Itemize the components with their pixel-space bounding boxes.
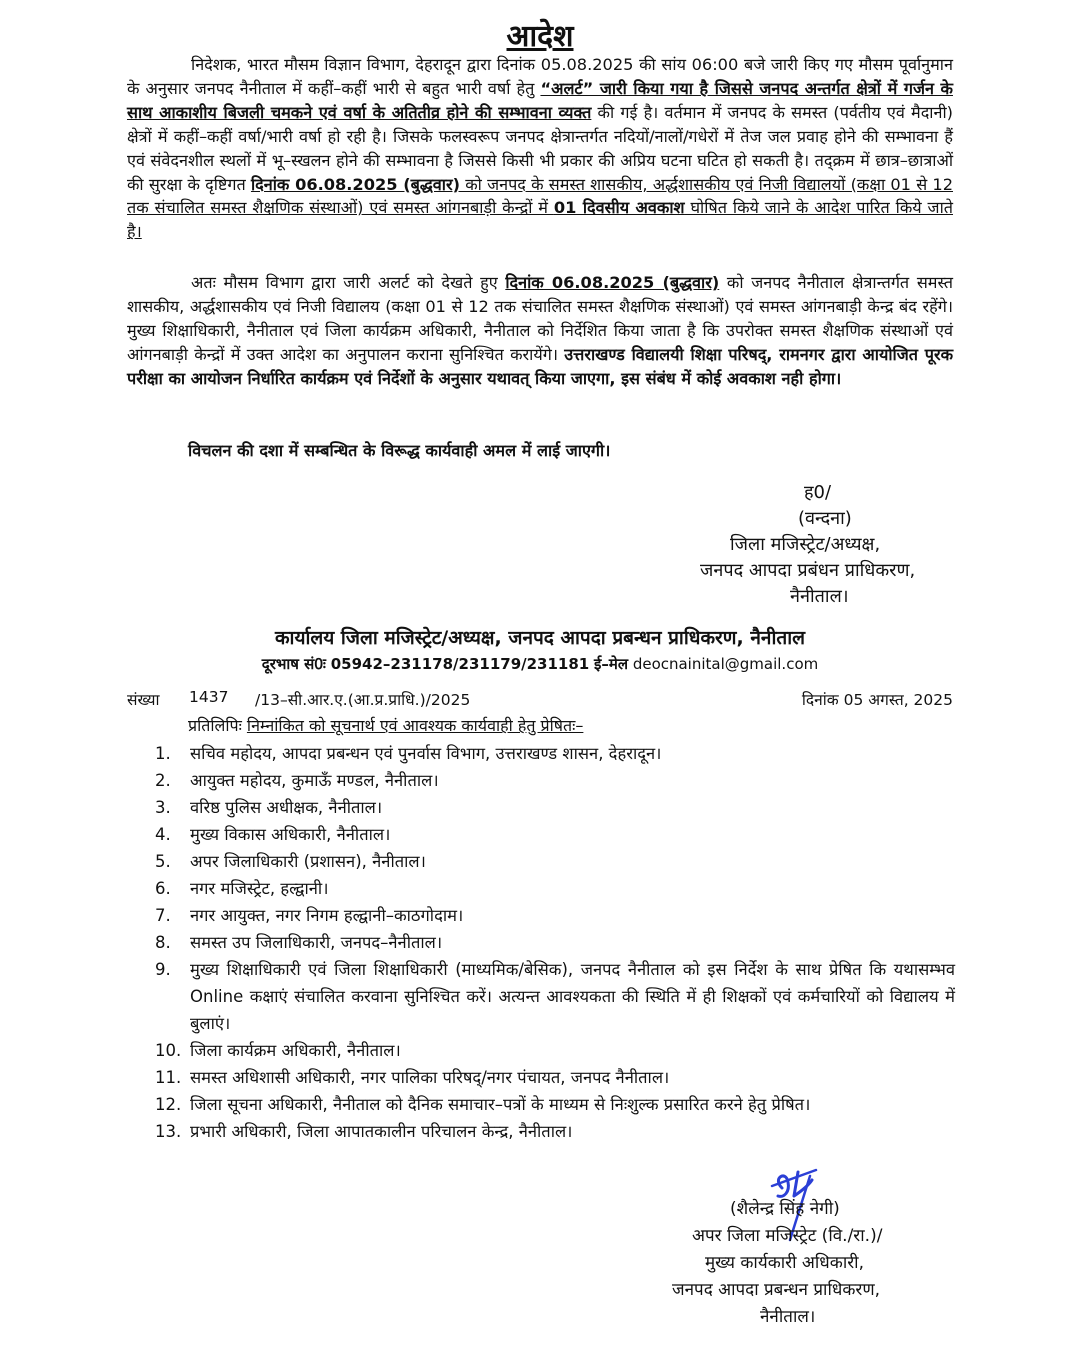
list-item-text: अपर जिलाधिकारी (प्रशासन), नैनीताल। — [190, 852, 426, 871]
list-item-number: 3. — [155, 798, 171, 817]
list-item-text: आयुक्त महोदय, कुमाऊँ मण्डल, नैनीताल। — [190, 771, 439, 790]
copy-to-label: प्रतिलिपिः — [188, 716, 242, 735]
list-item — [155, 1037, 955, 1064]
list-item-number: 11. — [155, 1068, 182, 1087]
list-item — [155, 821, 955, 848]
list-item-number: 7. — [155, 906, 171, 925]
list-item-text: समस्त उप जिलाधिकारी, जनपद–नैनीताल। — [190, 933, 443, 952]
sig1-line4: जनपद आपदा प्रबंधन प्राधिकरण, — [700, 560, 916, 581]
office-heading: कार्यालय जिला मजिस्ट्रेट/अध्यक्ष, जनपद आपदा प्रबन्धन प्राधिकरण, नैनीताल — [274, 627, 806, 649]
p2-text-c: को जनपद नैनीताल क्षेत्रान्तर्गत समस्त शासकीय, अर्द्धशासकीय एवं निजी विद्यालय (कक्षा 01 से 12 तक संचालित समस्त शैक्षणिक संस्थाओं) एवं समस्त आंगनबाड़ी केन्द्र बंद रहेंगे। मुख्य शिक्षाधिकारी, नैनीताल एवं जिला कार्यक्रम अधिकारी, नैनीताल को निर्देशित किया जाता है कि उपरोक्त समस्त शैक्षणिक संस्थाओं एवं आंगनबाड़ी केन्द्रों में उक्त आदेश का अनुपालन कराना सुनिश्चित करायेंगे। — [127, 273, 953, 364]
list-item-number: 4. — [155, 825, 171, 844]
list-item-number: 12. — [155, 1095, 182, 1114]
list-item-number: 1. — [155, 744, 171, 763]
list-item-number: 6. — [155, 879, 171, 898]
list-item-text: मुख्य शिक्षाधिकारी एवं जिला शिक्षाधिकारी (माध्यमिक/बेसिक), जनपद नैनीताल को इस निर्देश के साथ प्रेषित कि यथासम्भव Online कक्षाएं संचालित करवाना सुनिश्चित करें। अत्यन्त आवश्यकता की स्थिति में ही शिक्षकों एवं कर्मचारियों को विद्यालय में बुलाएं। — [190, 960, 955, 1033]
p1-text-e: को जनपद के समस्त शासकीय, अर्द्धशासकीय एवं निजी विद्यालयों (कक्षा 01 से 12 तक संचालित समस्त शैक्षणिक संस्थाओं) एवं समस्त आंगनबाड़ी केन्द्रों में — [127, 174, 953, 218]
p2-text-a: अतः मौसम विभाग द्वारा जारी अलर्ट को देखते हुए — [191, 273, 506, 292]
sig1-line3: जिला मजिस्ट्रेट/अध्यक्ष, — [730, 534, 881, 555]
list-item-text: जिला सूचना अधिकारी, नैनीताल को दैनिक समाचार–पत्रों के माध्यम से निःशुल्क प्रसारित करने हेतु प्रेषित। — [190, 1095, 811, 1114]
reference-number: 1437 — [189, 688, 229, 706]
email-label: ई–मेल — [594, 655, 629, 673]
p1-date-highlight: दिनांक 06.08.2025 (बुद्धवार) — [250, 174, 460, 194]
list-item-text: नगर आयुक्त, नगर निगम हल्द्वानी–काठगोदाम। — [190, 906, 464, 925]
office-contact — [0, 654, 1080, 674]
list-item-number: 13. — [155, 1122, 182, 1141]
list-item-number: 10. — [155, 1041, 182, 1060]
p1-text-g: घोषित किये जाने के आदेश पारित किये जाते है। — [127, 198, 953, 242]
phone-numbers: 05942–231178/231179/231181 — [330, 655, 590, 673]
sig2-designation3: जनपद आपदा प्रबन्धन प्राधिकरण, — [672, 1280, 881, 1300]
sig2-designation1: अपर जिला मजिस्ट्रेट (वि./रा.)/ — [692, 1226, 883, 1246]
list-item-text: प्रभारी अधिकारी, जिला आपातकालीन परिचालन केन्द्र, नैनीताल। — [190, 1122, 573, 1141]
list-item — [155, 1118, 955, 1145]
sig1-line2: (वन्दना) — [798, 508, 852, 529]
reference-date: दिनांक 05 अगस्त, 2025 — [801, 691, 953, 709]
list-item-text: नगर मजिस्ट्रेट, हल्द्वानी। — [190, 879, 329, 898]
copy-to-text: निम्नांकित को सूचनार्थ एवं आवश्यक कार्यवाही हेतु प्रेषितः– — [246, 716, 584, 735]
list-item-text: वरिष्ठ पुलिस अधीक्षक, नैनीताल। — [190, 798, 383, 817]
reference-label: संख्या — [127, 691, 160, 709]
copy-to-line — [188, 714, 583, 736]
list-item — [155, 740, 955, 767]
document-title: आदेश — [506, 19, 574, 54]
sig2-designation2: मुख्य कार्यकारी अधिकारी, — [705, 1253, 864, 1273]
list-item-number: 2. — [155, 771, 171, 790]
p1-alert-highlight: “अलर्ट” जारी किया गया है जिससे जनपद अन्तर्गत क्षेत्रों में गर्जन के साथ आकाशीय बिजली चमकने एवं वर्षा के अतितीव्र होने की सम्भावना व्यक्त — [127, 78, 953, 122]
list-item-text: जिला कार्यक्रम अधिकारी, नैनीताल। — [190, 1041, 401, 1060]
list-item — [155, 767, 955, 794]
sig2-name: (शैलेन्द्र सिंह नेगी) — [730, 1199, 840, 1219]
list-item — [155, 1091, 955, 1118]
list-item-number: 8. — [155, 933, 171, 952]
signatory-block-1 — [690, 480, 970, 610]
list-item — [155, 875, 955, 902]
email-address: deocnainital@gmail.com — [632, 655, 819, 673]
recipient-list — [155, 740, 955, 1145]
list-item-text: मुख्य विकास अधिकारी, नैनीताल। — [190, 825, 391, 844]
p1-text-c: की गई है। वर्तमान में जनपद के समस्त (पर्वतीय एवं मैदानी) क्षेत्रों में कहीं–कहीं वर्षा/भारी वर्षा हो रही है। जिसके फलस्वरूप जनपद क्षेत्रान्तर्गत नदियों/नालों/गधेरों में तेज जल प्रवाह होने की सम्भावना हैं एवं संवेदनशील स्थलों में भू–स्खलन होने की सम्भावना है जिससे किसी भी प्रकार की अप्रिय घटना घटित हो सकती है। तद्क्रम में छात्र–छात्राओं की सुरक्षा के दृष्टिगत — [127, 102, 953, 194]
reference-code: /13–सी.आर.ए.(आ.प्र.प्राधि.)/2025 — [255, 691, 471, 709]
list-item-number: 5. — [155, 852, 171, 871]
list-item — [155, 902, 955, 929]
list-item-text: सचिव महोदय, आपदा प्रबन्धन एवं पुनर्वास विभाग, उत्तराखण्ड शासन, देहरादून। — [190, 744, 662, 763]
paragraph-2 — [127, 271, 953, 391]
list-item — [155, 1064, 955, 1091]
list-item — [155, 929, 955, 956]
signatory-block-2 — [660, 1196, 960, 1346]
p1-text-a: निदेशक, भारत मौसम विज्ञान विभाग, देहरादून द्वारा दिनांक 05.08.2025 की सांय 06:00 बजे जारी किए गए मौसम पूर्वानुमान के अनुसार जनपद नैनीताल में कहीं–कहीं भारी से बहुत भारी वर्षा हेतु — [127, 55, 953, 98]
list-item — [155, 848, 955, 875]
p2-exam-notice: उत्तराखण्ड विद्यालयी शिक्षा परिषद्, रामनगर द्वारा आयोजित पूरक परीक्षा का आयोजन निर्धारित कार्यक्रम एवं निर्देशों के अनुसार यथावत् किया जाएगा, इस संबंध में कोई अवकाश नही होगा। — [127, 344, 954, 388]
list-item — [155, 794, 955, 821]
sig1-line5: नैनीताल। — [790, 586, 849, 607]
p2-date-highlight: दिनांक 06.08.2025 (बुद्धवार) — [505, 273, 720, 292]
list-item-number: 9. — [155, 960, 171, 979]
list-item-text: समस्त अधिशासी अधिकारी, नगर पालिका परिषद्/नगर पंचायत, जनपद नैनीताल। — [190, 1068, 670, 1087]
sig1-line1: ह0/ — [804, 482, 832, 503]
list-item — [155, 956, 955, 1037]
paragraph-1 — [127, 53, 953, 244]
phone-label: दूरभाष सं0ः — [261, 655, 326, 673]
paragraph-3: विचलन की दशा में सम्बन्धित के विरूद्ध कार्यवाही अमल में लाई जाएगी। — [188, 441, 611, 460]
sig2-place: नैनीताल। — [760, 1307, 816, 1327]
p1-holiday-highlight: 01 दिवसीय अवकाश — [553, 198, 685, 218]
